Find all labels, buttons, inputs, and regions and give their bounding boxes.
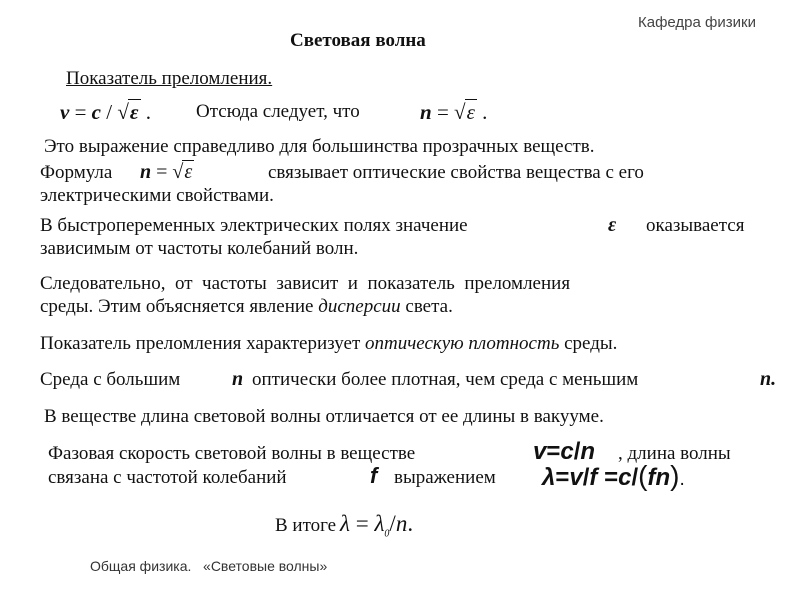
line-11: В веществе длина световой волны отличается от ее длины в вакууме. <box>44 406 604 427</box>
line-8 <box>40 296 453 318</box>
line-13-a: связана с частотой колебаний <box>48 467 287 488</box>
department-label: Кафедра физики <box>638 14 756 31</box>
epsilon-symbol: ε <box>608 214 617 236</box>
line-9-b: среды. <box>564 333 618 354</box>
line-3-a: Формула <box>40 162 113 183</box>
line-14-a: В итоге <box>275 515 337 536</box>
formula-n-sqrt-eps-inline: n = √ε <box>140 161 193 183</box>
line-4: электрическими свойствами. <box>40 185 274 206</box>
line-12-b: , длина волны <box>618 443 731 464</box>
formula-result: $\lambda = \lambda_0/n$. <box>340 511 414 540</box>
line-9-a: Показатель преломления характеризует <box>40 333 361 354</box>
line-7: Следовательно, от частоты зависит и показатель преломления <box>40 273 571 294</box>
optical-density-term: оптическую плотность <box>365 333 560 354</box>
line-9 <box>40 333 617 355</box>
line-2: Это выражение справедливо для большинства прозрачных веществ. <box>44 136 595 157</box>
formula-v-c-n: v=c/n <box>533 438 596 465</box>
formula-velocity: v = c / √ε . <box>60 100 151 124</box>
line-10-a: Среда с большим <box>40 369 181 390</box>
formula-n-sqrt-eps: n = √ε . <box>420 100 488 124</box>
page-title: Световая волна <box>290 30 426 51</box>
section-heading: Показатель преломления. <box>66 68 273 89</box>
line-6: зависимым от частоты колебаний волн. <box>40 238 359 259</box>
line-5-a: В быстропеременных электрических полях значение <box>40 215 468 236</box>
n-symbol-1: n <box>232 368 244 390</box>
footer: Общая физика. «Световые волны» <box>90 558 328 574</box>
line-8-a: среды. Этим объясняется явление <box>40 296 314 317</box>
line-10-b: оптически более плотная, чем среда с меньшим <box>252 369 639 390</box>
f-symbol: f <box>370 463 378 488</box>
formula-lambda: λ=v/f =c/(fn). <box>542 460 685 491</box>
line-3-b: связывает оптические свойства вещества с его <box>268 162 644 183</box>
line-8-b: света. <box>405 296 453 317</box>
line-5-b: оказывается <box>646 215 745 236</box>
n-symbol-2: n. <box>760 368 777 390</box>
line-12-a: Фазовая скорость световой волны в веществе <box>48 443 416 464</box>
line-1-text: Отсюда следует, что <box>196 101 360 122</box>
dispersion-term: дисперсии <box>318 296 401 317</box>
line-13-b: выражением <box>394 467 496 488</box>
